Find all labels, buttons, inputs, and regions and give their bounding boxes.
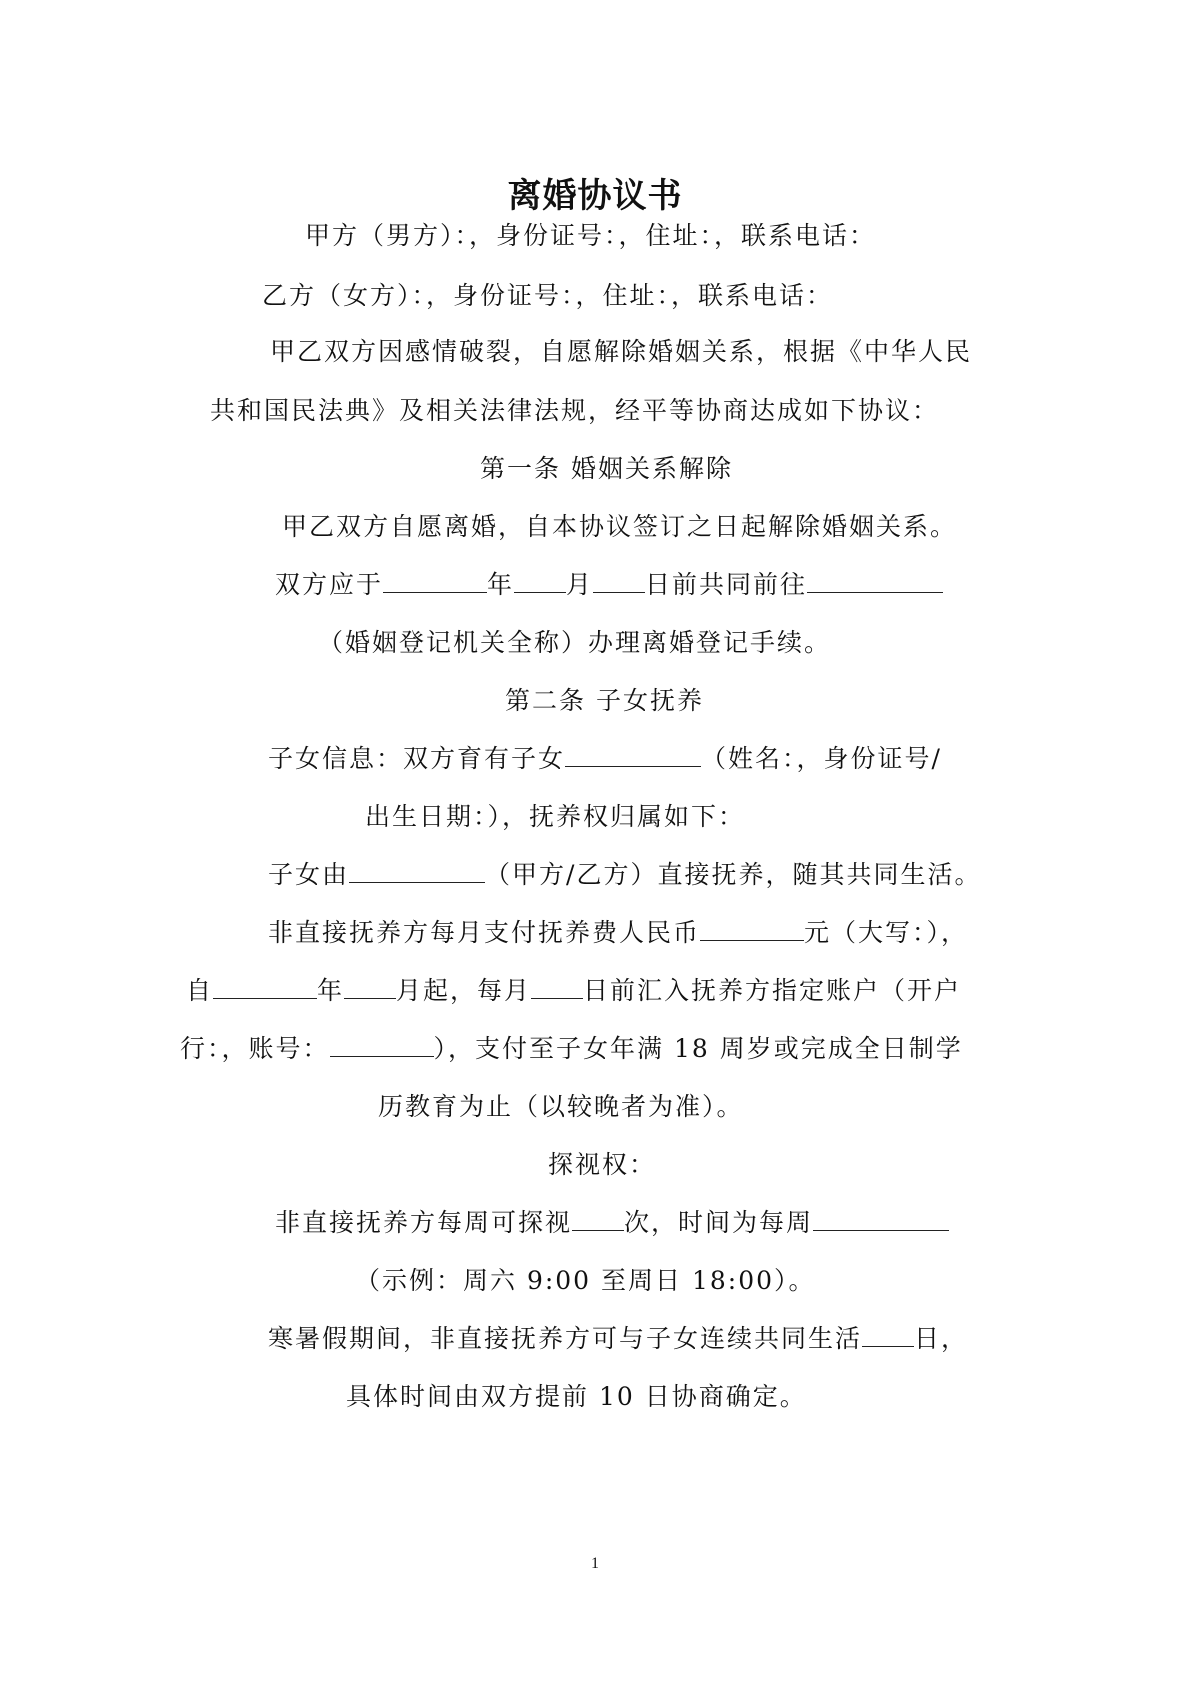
article-1-heading: 第一条 婚姻关系解除 bbox=[480, 454, 733, 483]
text-segment: 非直接抚养方每周可探视 bbox=[275, 1208, 573, 1237]
custody-line bbox=[268, 859, 981, 891]
blank-custodian[interactable] bbox=[349, 860, 485, 883]
text-segment: 月起，每月 bbox=[396, 976, 532, 1005]
preamble-line-1: 甲乙双方因感情破裂，自愿解除婚姻关系，根据《中华人民 bbox=[270, 337, 973, 366]
support-line-4: 历教育为止（以较晚者为准）。 bbox=[378, 1092, 744, 1121]
visitation-heading: 探视权： bbox=[548, 1150, 657, 1179]
article-1-line-1: 甲乙双方自愿离婚，自本协议签订之日起解除婚姻关系。 bbox=[282, 512, 958, 541]
support-line-2 bbox=[186, 975, 961, 1007]
party-b-line: 乙方（女方）：，身份证号：，住址：，联系电话： bbox=[262, 281, 834, 310]
child-info-line bbox=[268, 743, 942, 775]
article-1-line-3: （婚姻登记机关全称）办理离婚登记手续。 bbox=[318, 628, 832, 657]
text-segment: 日前共同前往 bbox=[645, 570, 808, 599]
support-line-3 bbox=[180, 1033, 963, 1065]
text-segment: 日前汇入抚养方指定账户（开户 bbox=[583, 976, 962, 1005]
blank-amount[interactable] bbox=[700, 918, 804, 941]
blank-year[interactable] bbox=[383, 570, 487, 593]
blank-visits[interactable] bbox=[572, 1208, 624, 1231]
page-number: 1 bbox=[591, 1555, 599, 1572]
blank-account[interactable] bbox=[330, 1034, 434, 1057]
blank-day[interactable] bbox=[593, 570, 645, 593]
text-segment: 子女由 bbox=[268, 860, 350, 889]
blank-visit-time[interactable] bbox=[813, 1208, 949, 1231]
text-segment: 年 bbox=[317, 976, 345, 1005]
blank-pay-day[interactable] bbox=[531, 976, 583, 999]
blank-start-month[interactable] bbox=[344, 976, 396, 999]
text-segment: ），支付至子女年满 18 周岁或完成全日制学 bbox=[433, 1034, 963, 1063]
blank-holiday-days[interactable] bbox=[862, 1324, 914, 1347]
text-segment: 年 bbox=[487, 570, 515, 599]
blank-registry-office[interactable] bbox=[807, 570, 943, 593]
article-1-line-2 bbox=[275, 569, 943, 601]
visitation-line-2: （示例：周六 9:00 至周日 18:00）。 bbox=[355, 1266, 816, 1295]
text-segment: 子女信息：双方育有子女 bbox=[268, 744, 566, 773]
text-segment: 次，时间为每周 bbox=[624, 1208, 814, 1237]
blank-month[interactable] bbox=[514, 570, 566, 593]
text-segment: 双方应于 bbox=[275, 570, 384, 599]
text-segment: 非直接抚养方每月支付抚养费人民币 bbox=[268, 918, 701, 947]
text-segment: 日， bbox=[914, 1324, 969, 1353]
visitation-line-1 bbox=[275, 1207, 949, 1239]
text-segment: 行：，账号： bbox=[180, 1034, 330, 1063]
blank-start-year[interactable] bbox=[213, 976, 317, 999]
preamble-line-2: 共和国民法典》及相关法律法规，经平等协商达成如下协议： bbox=[210, 396, 940, 425]
text-segment: 自 bbox=[186, 976, 214, 1005]
text-segment: 元（大写：）， bbox=[804, 918, 969, 947]
text-segment: 寒暑假期间，非直接抚养方可与子女连续共同生活 bbox=[268, 1324, 863, 1353]
document-title: 离婚协议书 bbox=[507, 176, 683, 216]
text-segment: 月 bbox=[566, 570, 594, 599]
text-segment: （姓名：，身份证号/ bbox=[701, 744, 942, 773]
blank-child[interactable] bbox=[565, 744, 701, 767]
article-2-heading: 第二条 子女抚养 bbox=[505, 686, 704, 715]
support-line-1 bbox=[268, 917, 968, 949]
child-birth-line: 出生日期：），抚养权归属如下： bbox=[365, 802, 746, 831]
holiday-line-1 bbox=[268, 1323, 968, 1355]
text-segment: （甲方/乙方）直接抚养，随其共同生活。 bbox=[485, 860, 982, 889]
holiday-line-2: 具体时间由双方提前 10 日协商确定。 bbox=[346, 1382, 807, 1411]
party-a-line: 甲方（男方）：，身份证号：，住址：，联系电话： bbox=[305, 221, 877, 250]
